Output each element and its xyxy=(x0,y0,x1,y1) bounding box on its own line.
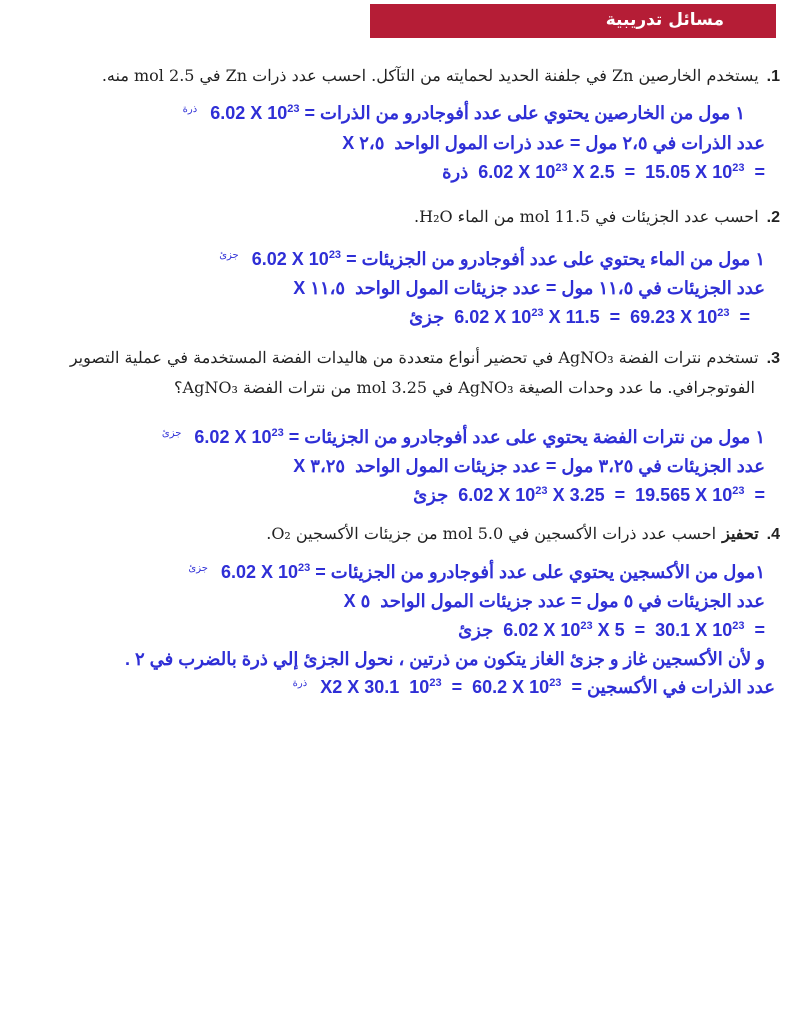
answer-4-line-1: ١مول من الأكسجين يحتوي على عدد أفوجادرو من الجزيئات = 6.02 X $10^{23}$ $^{جزئ}$ xyxy=(188,562,765,582)
answer-1-line-2: عدد الذرات في ٢،٥ مول = عدد ذرات المول الواحد X ٢،٥ xyxy=(342,133,765,153)
section-title: مسائل تدريبية xyxy=(605,10,724,30)
question-tag: تحفيز xyxy=(722,524,759,543)
answer-4-line-4: و لأن الأكسجين غاز و جزئ الغاز يتكون من ذرتين ، نحول الجزئ إلي ذرة بالضرب في ٢ . xyxy=(124,649,765,669)
answer-3-line-2: عدد الجزيئات في ٣،٢٥ مول = عدد جزيئات المول الواحد X ٣،٢٥ xyxy=(293,456,765,476)
question-text: تستخدم نترات الفضة AgNO₃ في تحضير أنواع متعددة من هاليدات الفضة المستخدمة في عملية التصوير xyxy=(69,348,759,367)
question-text: احسب عدد الجزيئات في 11.5 mol من الماء H₂O. xyxy=(414,207,759,226)
answer-4-line-3: = 6.02 X $10^{23}$ X 5 = 30.1 X $10^{23}$ جزئ xyxy=(458,620,765,640)
question-1 xyxy=(102,66,780,86)
answer-4-line-2: عدد الجزيئات في ٥ مول = عدد جزيئات المول الواحد X ٥ xyxy=(343,591,765,611)
answer-1-line-1: ١ مول من الخارصين يحتوي على عدد أفوجادرو من الذرات = 6.02 X $10^{23}$ $^{ذرة}$ xyxy=(182,103,745,123)
question-text: احسب عدد ذرات الأكسجين في 5.0 mol من جزيئات الأكسجين O₂. xyxy=(266,524,717,543)
question-3-cont xyxy=(174,378,755,397)
answer-2-line-1: ١ مول من الماء يحتوي على عدد أفوجادرو من الجزيئات = 6.02 X $10^{23}$ $^{جزئ}$ xyxy=(219,249,765,269)
question-number: 4. xyxy=(766,526,780,543)
answer-2-line-3: = 6.02 X $10^{23}$ X 11.5 = 69.23 X $10^{23}$ جزئ xyxy=(409,307,750,327)
section-header xyxy=(370,4,776,38)
answer-1-line-3: = 6.02 X $10^{23}$ X 2.5 = 15.05 X $10^{23}$ ذرة xyxy=(442,162,765,182)
answer-3-line-1: ١ مول من نترات الفضة يحتوي على عدد أفوجادرو من الجزيئات = 6.02 X $10^{23}$ $^{جزئ}$ xyxy=(161,427,765,447)
question-text: الفوتوجرافي. ما عدد وحدات الصيغة AgNO₃ في 3.25 mol من نترات الفضة AgNO₃؟ xyxy=(174,378,755,397)
question-2 xyxy=(414,207,780,227)
question-text: يستخدم الخارصين Zn في جلفنة الحديد لحمايته من التآكل. احسب عدد ذرات Zn في 2.5 mol منه. xyxy=(101,66,759,85)
question-4 xyxy=(266,524,780,544)
answer-2-line-2: عدد الجزيئات في ١١،٥ مول = عدد جزيئات المول الواحد X ١١،٥ xyxy=(293,278,765,298)
question-number: 1. xyxy=(766,68,780,85)
answer-3-line-3: = 6.02 X $10^{23}$ X 3.25 = 19.565 X $10^{23}$ جزئ xyxy=(413,485,765,505)
question-3 xyxy=(70,348,780,368)
answer-4-line-5: عدد الذرات في الأكسجين = X2 X 30.1 $10^{23} = 60.2$ X $10^{23}$ $^{ذرة}$ xyxy=(292,677,775,697)
question-number: 3. xyxy=(766,350,780,367)
question-number: 2. xyxy=(766,209,780,226)
